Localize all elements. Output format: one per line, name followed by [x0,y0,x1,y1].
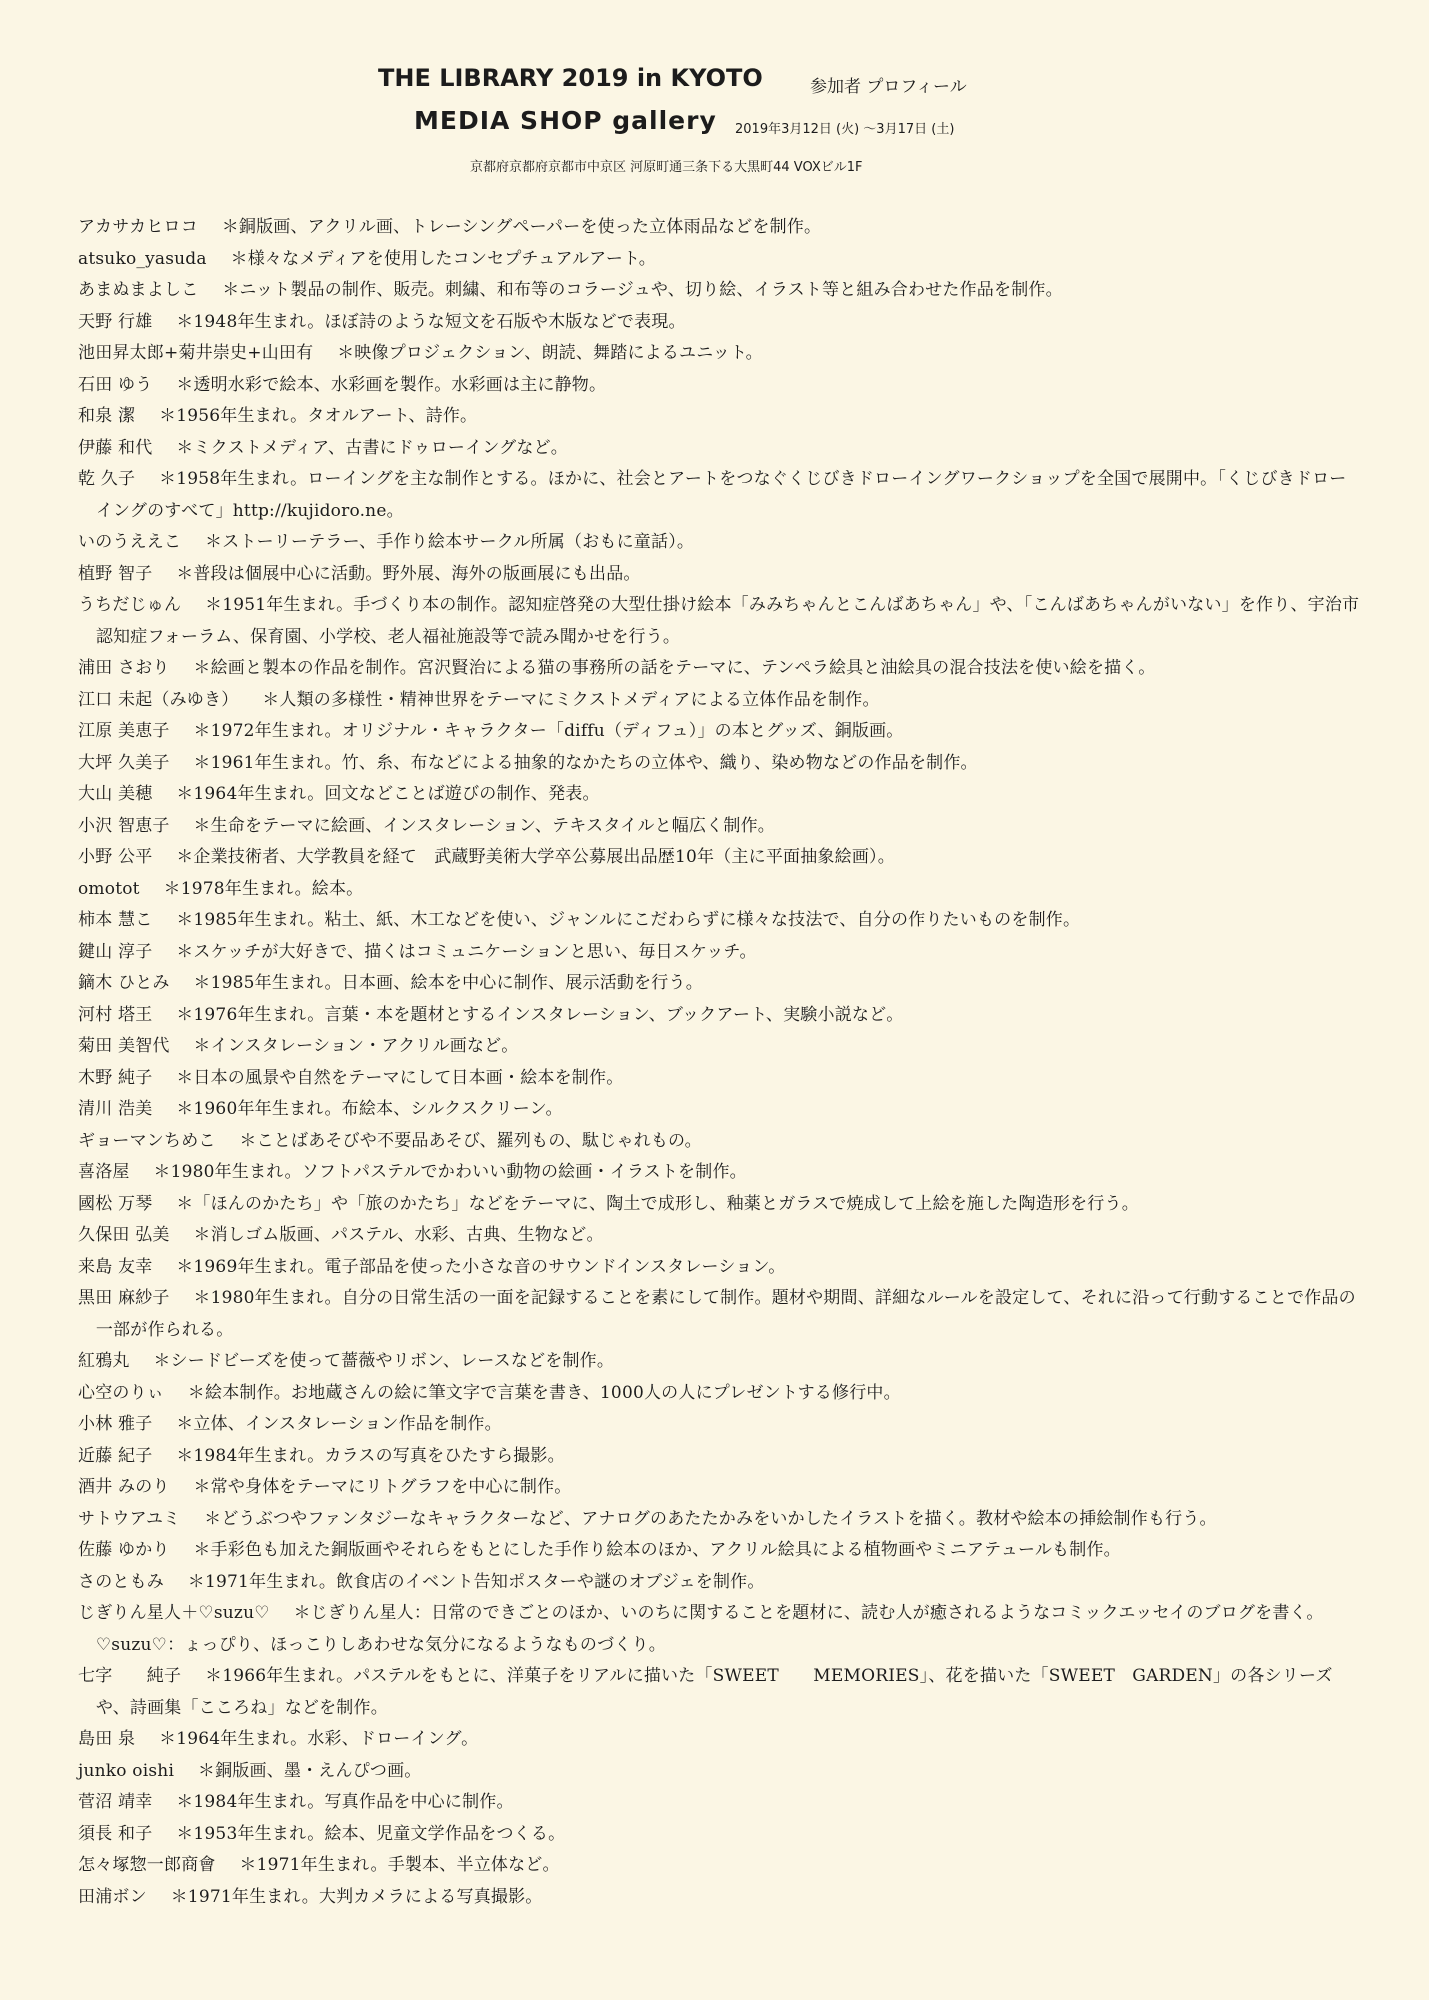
participant-description: ＊インスタレーション・アクリル画など。 [193,1036,519,1056]
participant-description: ＊1971年生まれ。大判カメラによる写真撮影。 [170,1886,543,1907]
participant-entry [78,559,1360,591]
participant-name: 佐藤 ゆかり [78,1540,170,1560]
participant-name: あまぬまよしこ [78,280,199,300]
participant-name: 小林 雅子 [78,1414,153,1434]
participant-entry [78,1000,1360,1032]
participant-name: 天野 行雄 [78,311,153,332]
participant-name: 石田 ゆう [78,374,153,395]
participant-description: ＊ミクストメディア、古書にドゥローイングなど。 [176,437,568,458]
participant-name: 國松 万琴 [78,1193,153,1214]
participant-entry [78,842,1360,874]
participant-entry [78,1850,1360,1882]
participant-description: ＊1985年生まれ。粘土、紙、木工などを使い、ジャンルにこだわらずに様々な技法で、自分の作りたいものを制作。 [176,910,1081,930]
participant-description: ＊1948年生まれ。ほぼ詩のような短文を石版や木版などで表現。 [176,311,686,332]
participant-entry [78,1819,1360,1851]
participant-description: ＊1972年生まれ。オリジナル・キャラクター「diffu（ディフュ）」の本とグッズ、銅版画。 [193,721,904,741]
participant-description: ＊普段は個展中心に活動。野外展、海外の版画展にも出品。 [176,563,641,584]
participant-description: ＊消しゴム版画、パステル、水彩、古典、生物など。 [193,1225,604,1245]
participant-name: 島田 泉 [78,1729,136,1749]
participant-name: 七字 純子 [78,1666,182,1686]
participant-entry [78,716,1360,748]
participant-description: ＊1966年生まれ。パステルをもとに、洋菓子をリアルに描いた「SWEET MEMORIES」、花を描いた「SWEET GARDEN」の各シリーズや、詩画集「こころね」などを制作。 [95,1666,1333,1718]
participant-entry [78,1567,1360,1599]
participant-name: 鍵山 淳子 [78,941,153,962]
participant-description: ＊様々なメディアを使用したコンセプチュアルアート。 [230,248,656,269]
participant-name: 怎々塚惣一郎商會 [78,1855,216,1875]
participant-name: 黒田 麻紗子 [78,1288,170,1308]
participant-name: 来島 友幸 [78,1256,153,1277]
participant-entry [78,968,1360,1000]
page-subtitle: 参加者 プロフィール [810,77,967,97]
participant-description: ＊絵画と製本の作品を制作。宮沢賢治による猫の事務所の話をテーマに、テンペラ絵具と油絵具の混合技法を使い絵を描く。 [193,658,1156,678]
exhibition-dates: 2019年3月12日 (火) ～3月17日 (土) [735,122,955,137]
participant-description: ＊1951年生まれ。手づくり本の制作。認知症啓発の大型仕掛け絵本「みみちゃんとこんばあちゃん」や、「こんばあちゃんがいない」を作り、宇治市認知症フォーラム、保育園、小学校、老人福祉施設等で読み聞かせを行う。 [95,595,1360,647]
participant-name: 鏑木 ひとみ [78,973,170,993]
participant-name: junko oishi [78,1760,175,1781]
participant-entry [78,779,1360,811]
participant-description: ＊手彩色も加えた銅版画やそれらをもとにした手作り絵本のほか、アクリル絵具による植物画やミニアテュールも制作。 [193,1540,1121,1560]
participant-entry [78,653,1360,685]
participant-name: 和泉 潔 [78,406,136,426]
participant-name: 喜洛屋 [78,1162,130,1182]
participant-description: ＊シードビーズを使って薔薇やリボン、レースなどを制作。 [153,1351,615,1371]
participant-entry [78,874,1360,906]
participant-description: ＊銅版画、アクリル画、トレーシングペーパーを使った立体雨品などを制作。 [221,217,822,237]
participant-entry [78,1598,1360,1661]
participant-name: 清川 浩美 [78,1099,153,1119]
participant-entry [78,1724,1360,1756]
title-row [378,64,763,92]
participant-name: 乾 久子 [78,469,136,489]
participant-description: ＊スケッチが大好きで、描くはコミュニケーションと思い、毎日スケッチ。 [176,941,757,962]
participant-name: 酒井 みのり [78,1477,170,1497]
participant-name: 小沢 智恵子 [78,815,170,836]
participant-name: 浦田 さおり [78,658,170,678]
participant-description: ＊企業技術者、大学教員を経て 武蔵野美術大学卒公募展出品歴10年（主に平面抽象絵画）。 [176,847,895,867]
participant-name: 江口 未起（みゆき） [78,689,239,710]
participant-entry [78,1252,1360,1284]
participant-description: ＊1980年生まれ。自分の日常生活の一面を記録することを素にして制作。題材や期間、詳細なルールを設定して、それに沿って行動することで作品の一部が作られる。 [95,1288,1356,1340]
participant-description: ＊絵本制作。お地蔵さんの絵に筆文字で言葉を書き、1000人の人にプレゼントする修行中。 [187,1382,901,1403]
participant-entry [78,1378,1360,1410]
participant-name: 久保田 弘美 [78,1225,170,1245]
participant-description: ＊ニット製品の制作、販売。刺繍、和布等のコラージュや、切り絵、イラスト等と組み合わせた作品を制作。 [222,280,1063,300]
participant-name: ギョーマンちめこ [78,1130,216,1151]
participant-name: 伊藤 和代 [78,437,153,458]
participant-entry [78,1441,1360,1473]
participant-entry [78,685,1360,717]
participant-name: 菊田 美智代 [78,1036,170,1056]
participant-name: 菅沼 靖幸 [78,1792,153,1812]
participant-entry [78,464,1360,527]
participant-description: ＊ストーリーテラー、手作り絵本サークル所属（おもに童話）。 [205,532,695,552]
participant-description: ＊日本の風景や自然をテーマにして日本画・絵本を制作。 [176,1067,624,1088]
participant-description: ＊「ほんのかたち」や「旅のかたち」などをテーマに、陶土で成形し、釉薬とガラスで焼成して上絵を施した陶造形を行う。 [176,1193,1139,1214]
participant-description: ＊1964年生まれ。回文などことば遊びの制作、発表。 [176,784,600,804]
participant-description: ＊人類の多様性・精神世界をテーマにミクストメディアによる立体作品を制作。 [262,689,880,710]
participant-description: ＊1960年年生まれ。布絵本、シルクスクリーン。 [176,1099,563,1119]
participant-entry [78,1787,1360,1819]
participant-entry [78,1094,1360,1126]
participant-entry [78,1882,1360,1914]
participant-entry [78,212,1360,244]
participant-entry [78,1504,1360,1536]
participant-name: 小野 公平 [78,847,153,867]
participant-description: ＊立体、インスタレーション作品を制作。 [176,1414,502,1434]
participant-name: atsuko_yasuda [78,248,207,269]
participant-description: ＊1958年生まれ。ローイングを主な制作とする。ほかに、社会とアートをつなぐくじびきドローイングワークショップを全国で展開中。「くじびきドローイングのすべて」http://kujidoro.ne。 [95,469,1347,521]
participant-entry [78,1472,1360,1504]
participant-name: 紅鴉丸 [78,1351,130,1371]
participant-name: 江原 美恵子 [78,721,170,741]
participant-entry [78,338,1360,370]
participant-description: ＊1976年生まれ。言葉・本を題材とするインスタレーション、ブックアート、実験小説など。 [176,1004,904,1025]
participant-description: ＊生命をテーマに絵画、インスタレーション、テキスタイルと幅広く制作。 [193,815,775,836]
participant-name: 田浦ボン [78,1886,147,1907]
participant-description: ＊どうぶつやファンタジーなキャラクターなど、アナログのあたたかみをいかしたイラストを描く。教材や絵本の挿絵制作も行う。 [204,1508,1217,1529]
participant-entry [78,433,1360,465]
venue-address: 京都府京都府京都市中京区 河原町通三条下る大黒町44 VOXビル1F [470,160,863,175]
participant-name: 河村 塔王 [78,1004,153,1025]
participant-description: ＊1956年生まれ。タオルアート、詩作。 [159,406,478,426]
participant-list [78,212,1360,1913]
participant-description: ＊じぎりん星人：日常のできごとのほか、いのちに関することを題材に、読む人が癒されるようなコミックエッセイのブログを書く。♡suzu♡：ょっぴり、ほっこりしあわせな気分になるようなものづくり。 [95,1603,1324,1655]
participant-name: うちだじゅん [78,595,182,615]
participant-description: ＊ことばあそびや不要品あそび、羅列もの、駄じゃれもの。 [239,1130,702,1151]
participant-name: omotot [78,878,140,899]
participant-name: 木野 純子 [78,1067,153,1088]
participant-description: ＊1984年生まれ。写真作品を中心に制作。 [176,1792,514,1812]
participant-entry [78,244,1360,276]
participant-description: ＊1953年生まれ。絵本、児童文学作品をつくる。 [176,1823,566,1844]
participant-entry [78,275,1360,307]
participant-entry [78,401,1360,433]
participant-entry [78,1409,1360,1441]
participant-description: ＊1980年生まれ。ソフトパステルでかわいい動物の絵画・イラストを制作。 [153,1162,747,1182]
participant-name: アカサカヒロコ [78,217,198,237]
participant-description: ＊常や身体をテーマにリトグラフを中心に制作。 [193,1477,572,1497]
venue-name: MEDIA SHOP gallery [414,106,717,135]
participant-name: いのうええこ [78,532,182,552]
participant-name: サトウアユミ [78,1508,181,1529]
participant-description: ＊1984年生まれ。カラスの写真をひたすら撮影。 [176,1445,565,1466]
participant-entry [78,1220,1360,1252]
participant-name: さのともみ [78,1571,164,1592]
participant-entry [78,1283,1360,1346]
participant-entry [78,370,1360,402]
page-title: THE LIBRARY 2019 in KYOTO [378,64,763,92]
participant-entry [78,1157,1360,1189]
participant-entry [78,748,1360,780]
participant-name: 大坪 久美子 [78,752,170,773]
participant-entry [78,811,1360,843]
venue-row [414,106,717,135]
participant-description: ＊1969年生まれ。電子部品を使った小さな音のサウンドインスタレーション。 [176,1256,786,1277]
participant-entry [78,1756,1360,1788]
participant-entry [78,1189,1360,1221]
participant-entry [78,1535,1360,1567]
participant-description: ＊1971年生まれ。手製本、半立体など。 [239,1855,560,1875]
participant-name: 柿本 慧こ [78,910,153,930]
participant-description: ＊1971年生まれ。飲食店のイベント告知ポスターや謎のオブジェを制作。 [187,1571,765,1592]
participant-entry [78,905,1360,937]
participant-name: 近藤 紀子 [78,1445,153,1466]
participant-description: ＊1985年生まれ。日本画、絵本を中心に制作、展示活動を行う。 [193,973,703,993]
participant-name: 植野 智子 [78,563,153,584]
participant-entry [78,937,1360,969]
participant-entry [78,1126,1360,1158]
participant-entry [78,527,1360,559]
participant-entry [78,590,1360,653]
participant-entry [78,1063,1360,1095]
participant-description: ＊1978年生まれ。絵本。 [163,878,364,899]
participant-entry [78,1661,1360,1724]
participant-entry [78,1346,1360,1378]
participant-description: ＊1964年生まれ。水彩、ドローイング。 [159,1729,479,1749]
participant-name: じぎりん星人＋♡suzu♡ [78,1603,270,1623]
participant-name: 須長 和子 [78,1823,153,1844]
participant-name: 大山 美穂 [78,784,153,804]
participant-name: 心空のりぃ [78,1382,164,1403]
participant-name: 池田昇太郎+菊井崇史+山田有 [78,343,314,363]
participant-entry [78,1031,1360,1063]
participant-description: ＊透明水彩で絵本、水彩画を製作。水彩画は主に静物。 [176,374,607,395]
participant-description: ＊1961年生まれ。竹、糸、布などによる抽象的なかたちの立体や、織り、染め物などの作品を制作。 [193,752,978,773]
participant-entry [78,307,1360,339]
participant-description: ＊映像プロジェクション、朗読、舞踏によるユニット。 [337,343,763,363]
participant-description: ＊銅版画、墨・えんぴつ画。 [197,1760,422,1781]
